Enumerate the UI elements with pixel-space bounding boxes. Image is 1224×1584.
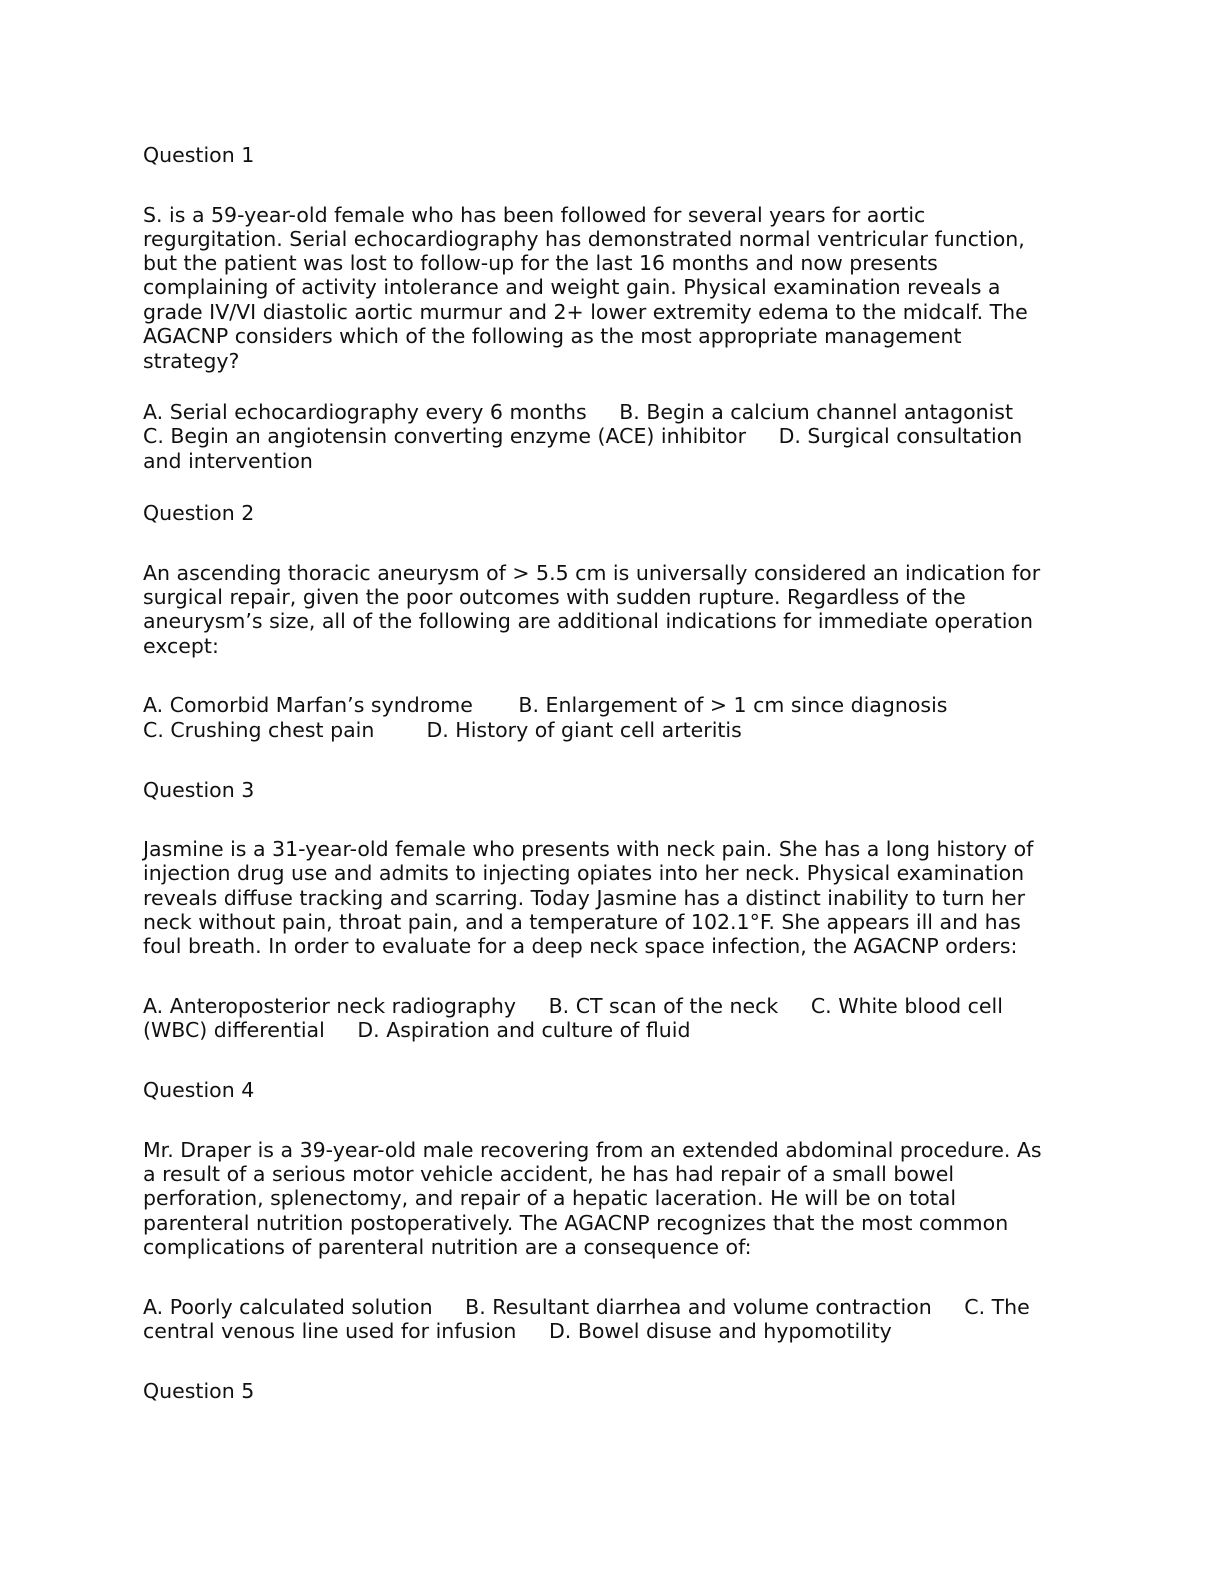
question-4-heading: Question 4: [143, 1078, 255, 1102]
question-5-heading: Question 5: [143, 1379, 255, 1403]
question-3-options-line: (WBC) differential D. Aspiration and culture of fluid: [143, 1018, 691, 1042]
question-3-stem-line: neck without pain, throat pain, and a temperature of 102.1°F. She appears ill and has: [143, 910, 1021, 934]
question-1-stem-line: S. is a 59-year-old female who has been followed for several years for aortic: [143, 203, 926, 227]
question-3-stem-line: foul breath. In order to evaluate for a deep neck space infection, the AGACNP orders:: [143, 934, 1018, 958]
question-3-stem-line: injection drug use and admits to injecting opiates into her neck. Physical examination: [143, 861, 1025, 885]
question-1-stem-line: complaining of activity intolerance and weight gain. Physical examination reveals a: [143, 275, 1001, 299]
question-2-stem-line: except:: [143, 634, 219, 658]
question-2-stem-line: An ascending thoracic aneurysm of > 5.5 cm is universally considered an indication for: [143, 561, 1041, 585]
question-3-stem-line: Jasmine is a 31-year-old female who presents with neck pain. She has a long history of: [143, 837, 1034, 861]
question-2-options-line: C. Crushing chest pain D. History of giant cell arteritis: [143, 718, 742, 742]
question-1-stem-line: regurgitation. Serial echocardiography has demonstrated normal ventricular function,: [143, 227, 1025, 251]
question-2-stem-line: aneurysm’s size, all of the following are additional indications for immediate operation: [143, 609, 1033, 633]
question-4-stem-line: complications of parenteral nutrition are a consequence of:: [143, 1235, 752, 1259]
question-1-stem-line: but the patient was lost to follow-up for the last 16 months and now presents: [143, 251, 938, 275]
question-4-stem-line: Mr. Draper is a 39-year-old male recovering from an extended abdominal procedure. As: [143, 1138, 1042, 1162]
question-1-options-line: A. Serial echocardiography every 6 months B. Begin a calcium channel antagonist: [143, 400, 1014, 424]
question-1-stem-line: AGACNP considers which of the following as the most appropriate management: [143, 324, 962, 348]
question-3-options-line: A. Anteroposterior neck radiography B. CT scan of the neck C. White blood cell: [143, 994, 1003, 1018]
question-1-stem-line: grade IV/VI diastolic aortic murmur and 2+ lower extremity edema to the midcalf. The: [143, 300, 1028, 324]
question-1-heading: Question 1: [143, 143, 255, 167]
question-1-options-line: and intervention: [143, 449, 313, 473]
question-2-options-line: A. Comorbid Marfan’s syndrome B. Enlargement of > 1 cm since diagnosis: [143, 693, 948, 717]
question-2-heading: Question 2: [143, 501, 255, 525]
question-4-stem-line: parenteral nutrition postoperatively. The AGACNP recognizes that the most common: [143, 1211, 1009, 1235]
question-4-stem-line: a result of a serious motor vehicle accident, he has had repair of a small bowel: [143, 1162, 955, 1186]
question-4-options-line: central venous line used for infusion D. Bowel disuse and hypomotility: [143, 1319, 892, 1343]
question-3-stem-line: reveals diffuse tracking and scarring. Today Jasmine has a distinct inability to turn her: [143, 886, 1026, 910]
question-2-stem-line: surgical repair, given the poor outcomes with sudden rupture. Regardless of the: [143, 585, 966, 609]
question-4-stem-line: perforation, splenectomy, and repair of a hepatic laceration. He will be on total: [143, 1186, 957, 1210]
question-3-heading: Question 3: [143, 778, 255, 802]
question-1-stem-line: strategy?: [143, 349, 240, 373]
question-1-options-line: C. Begin an angiotensin converting enzyme (ACE) inhibitor D. Surgical consultation: [143, 424, 1023, 448]
question-4-options-line: A. Poorly calculated solution B. Resultant diarrhea and volume contraction C. The: [143, 1295, 1030, 1319]
